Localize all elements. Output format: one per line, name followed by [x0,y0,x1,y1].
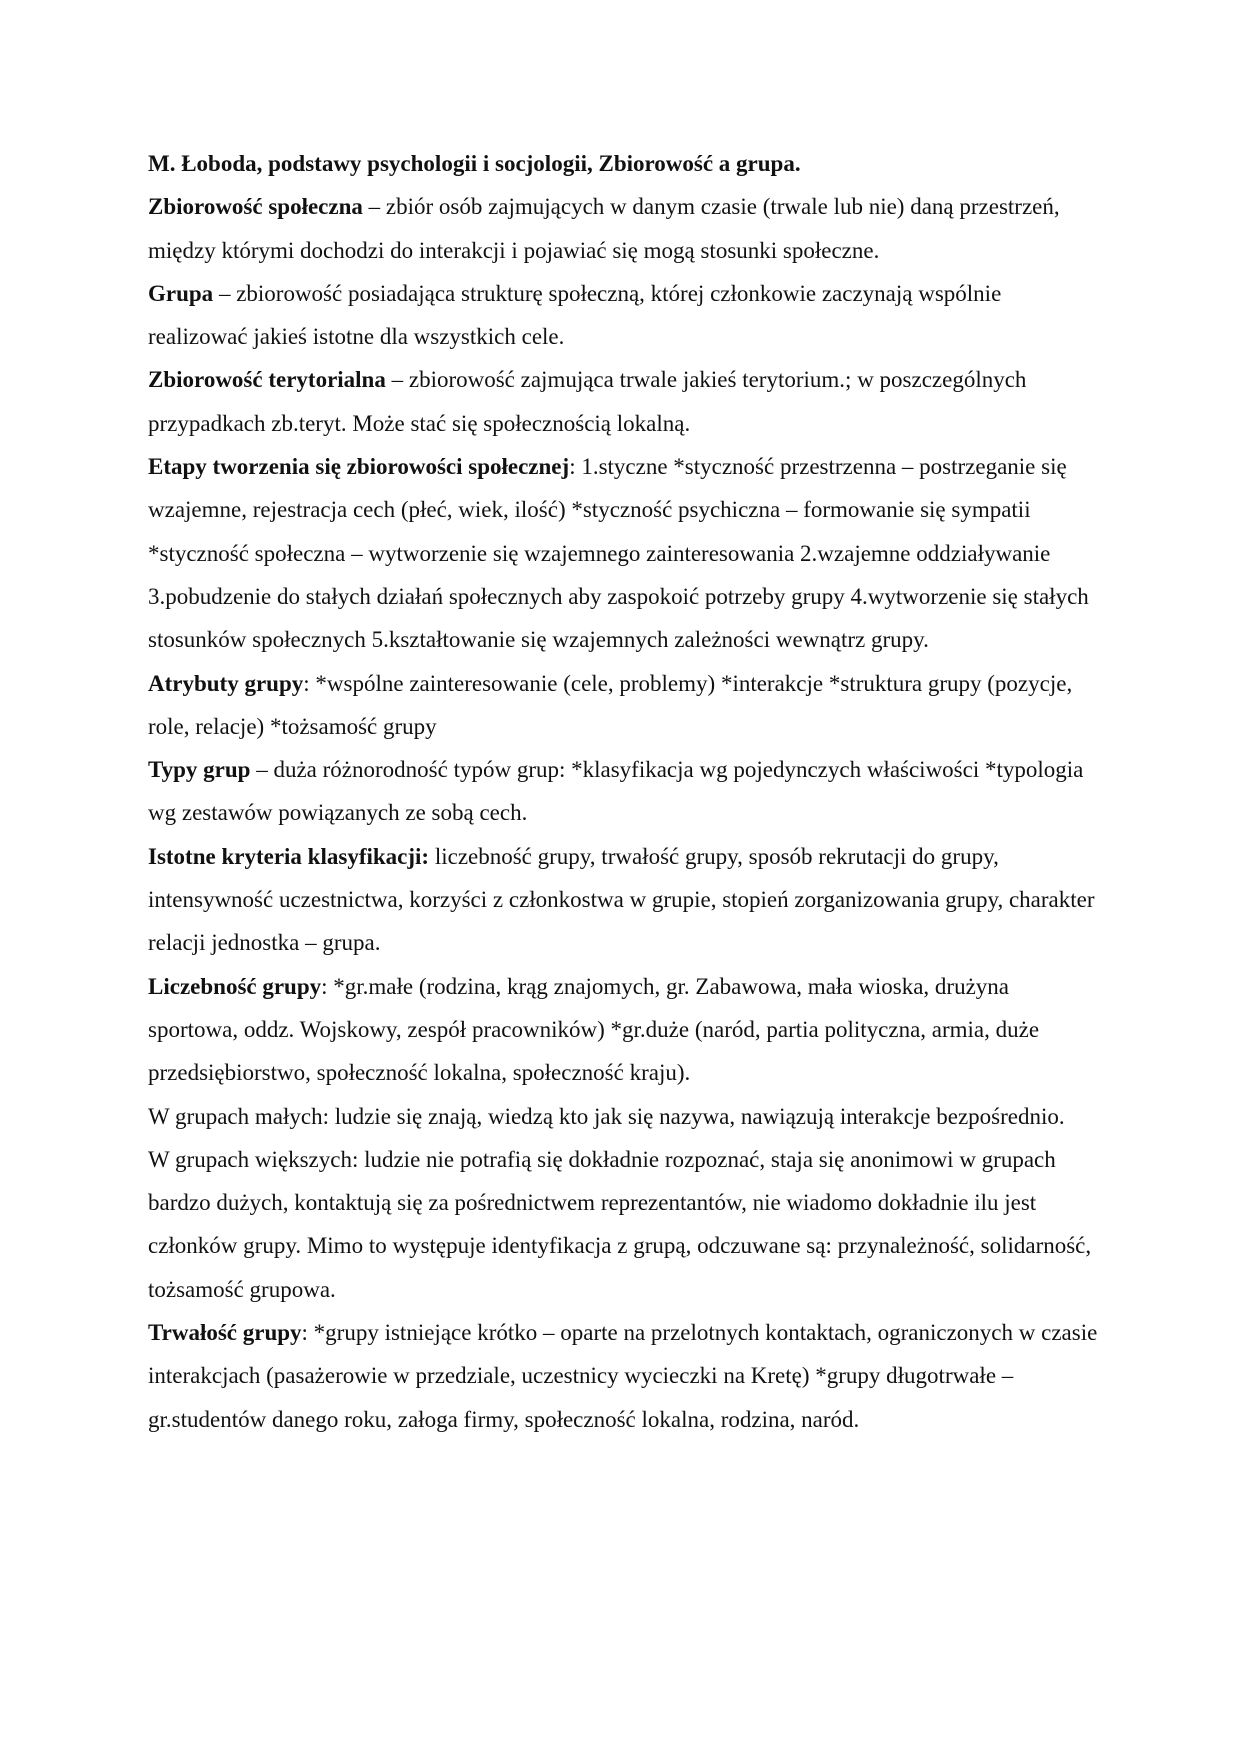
definition-text: : *grupy istniejące krótko – oparte na przelotnych kontaktach, ograniczonych w czasie interakcjach (pasażerowie w przedziale, uczestnicy wycieczki na Kretę) *grupy długotrwałe – gr.studentów danego roku, załoga firmy, społeczność lokalna, rodzina, naród. [148,1320,1098,1432]
paragraph-zbiorowosc-terytorialna [148,358,1098,445]
paragraph-grupy-wieksze [148,1138,1098,1311]
definition-term: Zbiorowość społeczna [148,194,363,220]
definition-text: : *wspólne zainteresowanie (cele, problemy) *interakcje *struktura grupy (pozycje, role, relacje) *tożsamość grupy [148,670,1073,739]
paragraph-etapy-tworzenia [148,445,1098,661]
definition-text: : 1.styczne *styczność przestrzenna – postrzeganie się wzajemne, rejestracja cech (płeć, wiek, ilość) *styczność psychiczna – formowanie się sympatii *styczność społeczna – wytworzenie się wzajemnego zainteresowania 2.wzajemne oddziaływanie 3.pobudzenie do stałych działań społecznych aby zaspokoić potrzeby grupy 4.wytworzenie się stałych stosunków społecznych 5.kształtowanie się wzajemnych zależności wewnątrz grupy. [148,454,1089,653]
definition-text: – zbiór osób zajmujących w danym czasie (trwale lub nie) daną przestrzeń, między którymi dochodzi do interakcji i pojawiać się mogą stosunki społeczne. [148,194,1060,263]
definition-term: Istotne kryteria klasyfikacji: [148,843,430,869]
document-body [148,142,1098,1441]
definition-text: W grupach małych: ludzie się znają, wiedzą kto jak się nazywa, nawiązują interakcje bezpośrednio. [148,1103,1065,1129]
definition-term: Etapy tworzenia się zbiorowości społecznej [148,454,570,480]
definition-term: Typy grup [148,757,251,783]
paragraph-liczebnosc-grupy [148,965,1098,1095]
definition-term: Liczebność grupy [148,973,322,999]
paragraph-kryteria-klasyfikacji [148,835,1098,965]
document-title: M. Łoboda, podstawy psychologii i socjologii, Zbiorowość a grupa. [148,151,801,176]
definition-text: : *gr.małe (rodzina, krąg znajomych, gr. Zabawowa, mała wioska, drużyna sportowa, oddz. Wojskowy, zespół pracowników) *gr.duże (naród, partia polityczna, armia, duże przedsiębiorstwo, społeczność lokalna, społeczność kraju). [148,973,1040,1086]
definition-term: Zbiorowość terytorialna [148,367,386,393]
definition-text: – zbiorowość zajmująca trwale jakieś terytorium.; w poszczególnych przypadkach zb.teryt. Może stać się społecznością lokalną. [148,367,1027,436]
definition-text: – zbiorowość posiadająca strukturę społeczną, której członkowie zaczynają wspólnie realizować jakieś istotne dla wszystkich cele. [148,280,1002,350]
definition-text: W grupach większych: ludzie nie potrafią się dokładnie rozpoznać, staja się anonimowi w grupach bardzo dużych, kontaktują się za pośrednictwem reprezentantów, nie wiadomo dokładnie ilu jest członków grupy. Mimo to występuje identyfikacja z grupą, odczuwane są: przynależność, solidarność, tożsamość grupowa. [148,1146,1092,1302]
definition-text: liczebność grupy, trwałość grupy, sposób rekrutacji do grupy, intensywność uczestnictwa, korzyści z członkostwa w grupie, stopień zorganizowania grupy, charakter relacji jednostka – grupa. [148,843,1095,956]
paragraph-grupa [148,272,1098,359]
paragraph-typy-grup [148,748,1098,835]
paragraph-grupy-male [148,1095,1098,1138]
paragraph-zbiorowosc-spoleczna [148,185,1098,272]
paragraph-trwalosc-grupy [148,1311,1098,1441]
definition-term: Trwałość grupy [148,1320,302,1346]
paragraph-atrybuty-grupy [148,662,1098,749]
definition-term: Atrybuty grupy [148,670,304,696]
definition-text: – duża różnorodność typów grup: *klasyfikacja wg pojedynczych właściwości *typologia wg zestawów powiązanych ze sobą cech. [148,757,1084,826]
definition-term: Grupa [148,280,214,306]
